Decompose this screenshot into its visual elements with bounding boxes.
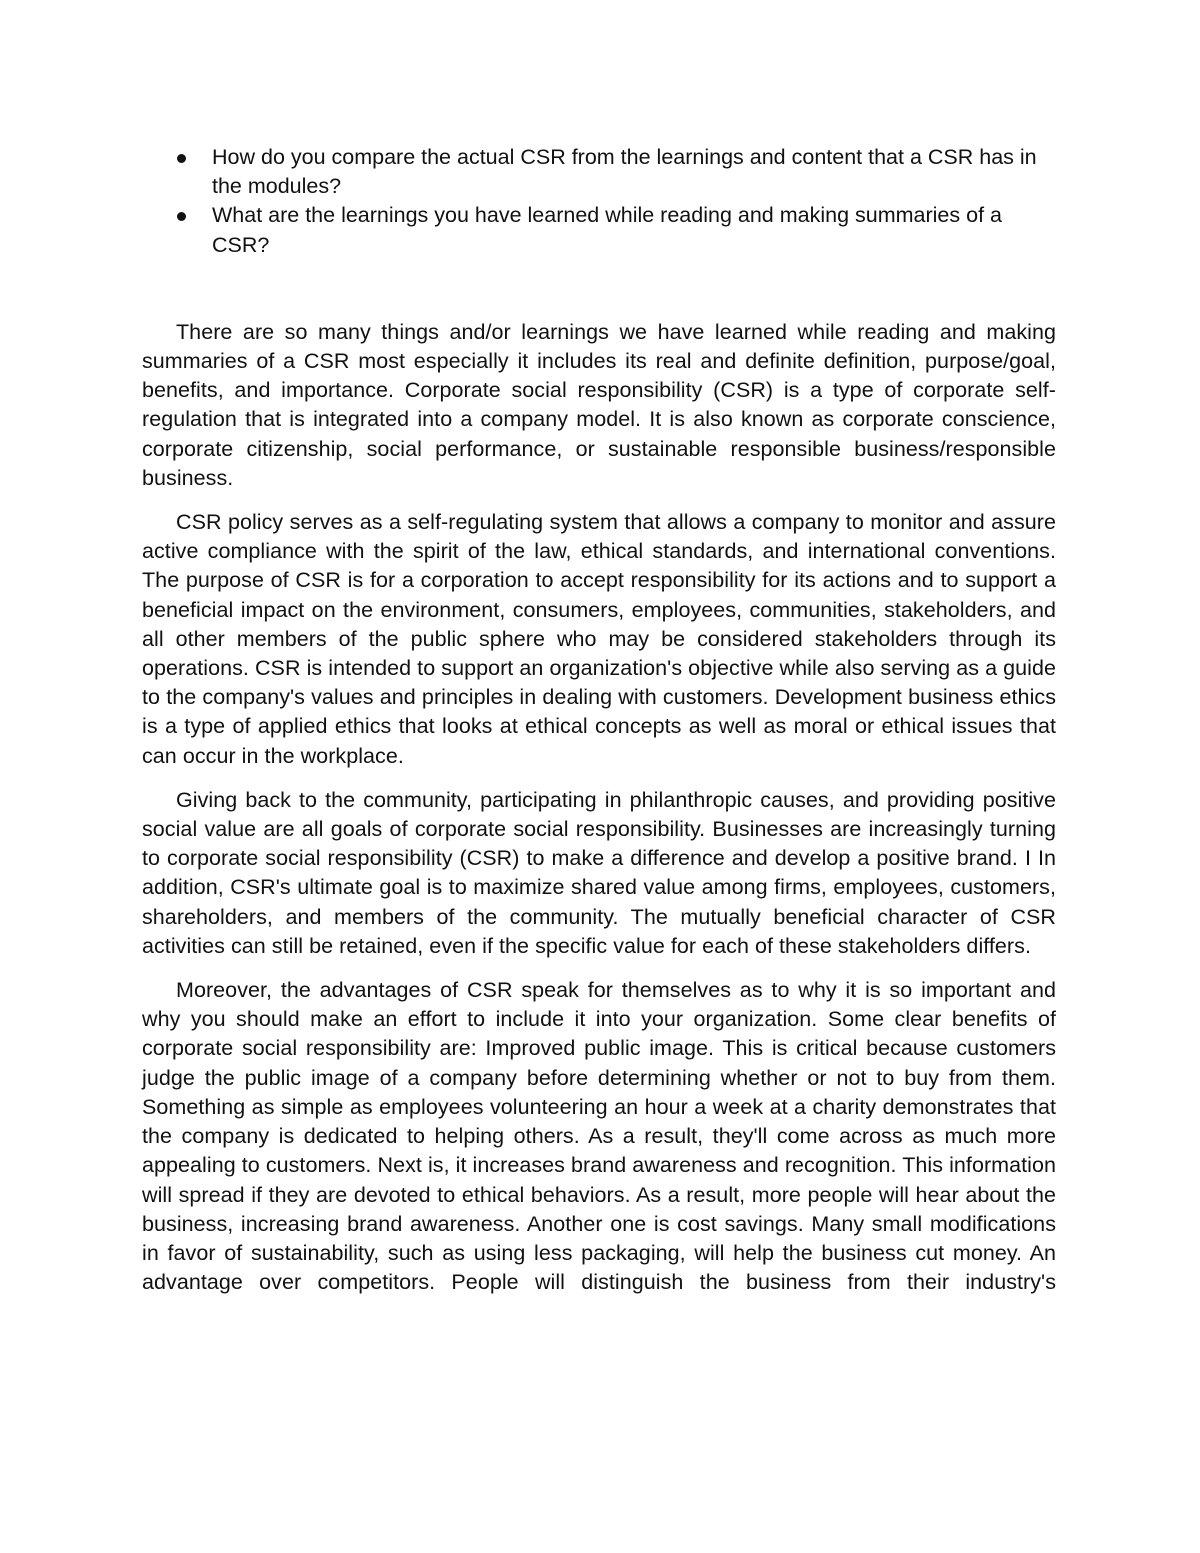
paragraph-definition: There are so many things and/or learnings we have learned while reading and making summaries of a CSR most especially it includes its real and definite definition, purpose/goal, benefits, and importance. Corporate social responsibility (CSR) is a type of corporate self-regulation that is integrated into a company model. It is also known as corporate conscience, corporate citizenship, social performance, or sustainable responsible business/responsible business.: [142, 319, 1056, 490]
spacer: [142, 260, 1056, 318]
question-text: What are the learnings you have learned while reading and making summaries of a CSR?: [212, 203, 1002, 257]
document-body: [142, 143, 1056, 1312]
question-text: How do you compare the actual CSR from the learnings and content that a CSR has in the modules?: [212, 145, 1037, 199]
question-item: [142, 201, 1056, 259]
question-item: [142, 143, 1056, 201]
question-list: [142, 143, 1056, 260]
paragraph-policy: CSR policy serves as a self-regulating system that allows a company to monitor and assure active compliance with the spirit of the law, ethical standards, and international conventions. The purpose of CSR is for a corporation to accept responsibility for its actions and to support a beneficial impact on the environment, consumers, employees, communities, stakeholders, and all other members of the public sphere who may be considered stakeholders through its operations. CSR is intended to support an organization's objective while also serving as a guide to the company's values and principles in dealing with customers. Development business ethics is a type of applied ethics that looks at ethical concepts as well as moral or ethical issues that can occur in the workplace.: [142, 510, 1056, 768]
bullet-icon: [177, 154, 186, 163]
paragraph-goals: Giving back to the community, participating in philanthropic causes, and providing positive social value are all goals of corporate social responsibility. Businesses are increasingly turning to corporate social responsibility (CSR) to make a difference and develop a positive brand. I In addition, CSR's ultimate goal is to maximize shared value among firms, employees, customers, shareholders, and members of the community. The mutually beneficial character of CSR activities can still be retained, even if the specific value for each of these stakeholders differs.: [142, 787, 1056, 958]
bullet-icon: [177, 212, 186, 221]
paragraph-advantages: Moreover, the advantages of CSR speak for themselves as to why it is so important and why you should make an effort to include it into your organization. Some clear benefits of corporate social responsibility are: Improved public image. This is critical because customers judge the public image of a company before determining whether or not to buy from them. Something as simple as employees volunteering an hour a week at a charity demonstrates that the company is dedicated to helping others. As a result, they'll come across as much more appealing to customers. Next is, it increases brand awareness and recognition. This information will spread if they are devoted to ethical behaviors. As a result, more people will hear about the business, increasing brand awareness. Another one is cost savings. Many small modifications in favor of sustainability, such as using less packaging, will help the business cut money. An advantage over competitors. People will distinguish the business from their industry's: [142, 978, 1056, 1295]
